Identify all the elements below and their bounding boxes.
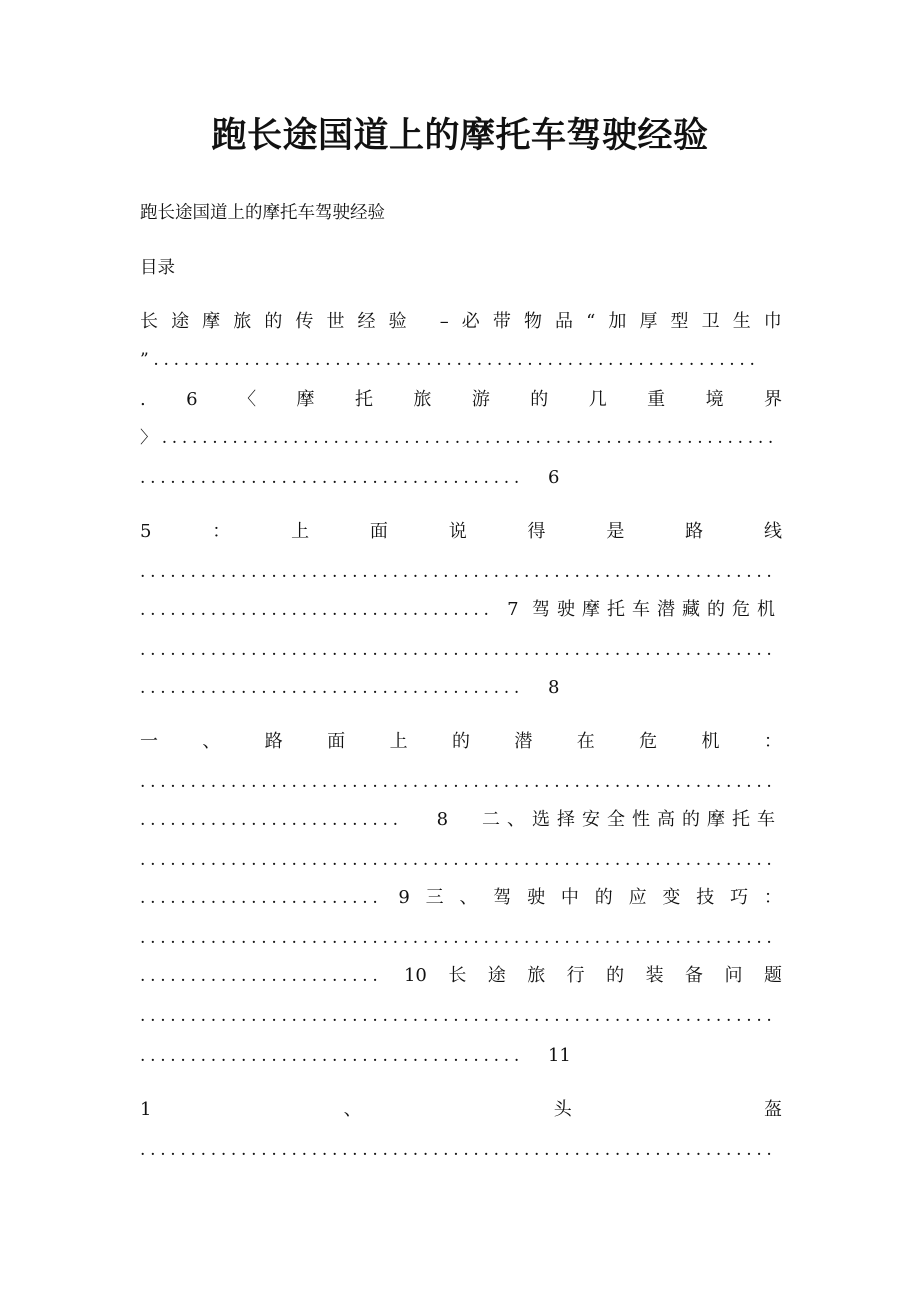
toc-text: 机 (701, 731, 720, 752)
toc-text: 卫 (701, 311, 720, 332)
toc-text: 〈 (238, 389, 257, 410)
toc-text: 长 (140, 311, 158, 332)
toc-text: 1 (140, 1099, 152, 1120)
toc-text: 的 (264, 311, 283, 332)
toc-line: ............................................................... (140, 928, 777, 948)
toc-text: 潜 (514, 731, 533, 752)
toc-text: 验 (388, 311, 407, 332)
toc-text: 盔 (763, 1099, 782, 1120)
toc-line (140, 1094, 782, 1126)
toc-text: “ (586, 311, 596, 332)
toc-line (140, 306, 782, 338)
toc-text: 旅 (527, 965, 546, 986)
toc-line: ............................................................... (140, 562, 777, 582)
toc-text: 的 (530, 389, 549, 410)
toc-text: 途 (171, 311, 190, 332)
toc-line: ............................................................... (140, 640, 777, 660)
toc-text: 、 (202, 731, 221, 752)
toc-text: 危 (639, 731, 658, 752)
toc-line: ............................................................... (140, 1140, 777, 1160)
toc-line: ............................................................... (140, 850, 777, 870)
toc-text: 驾 (493, 887, 512, 908)
toc-text: 驶 (527, 887, 546, 908)
toc-text: 途 (487, 965, 506, 986)
toc-text: 在 (576, 731, 595, 752)
toc-text: ................................... (140, 600, 494, 620)
toc-text: 的 (606, 965, 625, 986)
toc-text: 三 (425, 887, 444, 908)
page-number: 8 (547, 677, 560, 698)
toc-text: 的 (451, 731, 470, 752)
toc-text: 厚 (639, 311, 658, 332)
toc-text: 重 (647, 389, 666, 410)
toc-text: – (439, 311, 449, 332)
toc-text: 巧 (730, 887, 749, 908)
toc-text: 几 (588, 389, 607, 410)
toc-text: 驾驶摩托车潜藏的危机 (532, 599, 782, 620)
toc-text: 说 (448, 521, 467, 542)
toc-text: 装 (645, 965, 664, 986)
toc-text: 生 (732, 311, 751, 332)
toc-text: 长 (448, 965, 467, 986)
toc-text: 托 (354, 389, 373, 410)
toc-line: ............................................................... (140, 772, 777, 792)
toc-text: ： (212, 521, 231, 542)
toc-text: 一 (140, 731, 158, 752)
toc-line: 〉............................................................. (140, 428, 779, 448)
toc-line: ............................................................... (140, 1006, 777, 1026)
toc-heading: 目录 (140, 258, 175, 278)
toc-line (140, 462, 782, 494)
toc-text: 摩 (202, 311, 221, 332)
toc-line (140, 1040, 782, 1072)
toc-text: 物 (523, 311, 542, 332)
toc-text: 摩 (296, 389, 315, 410)
toc-text: 界 (764, 389, 782, 410)
toc-text: 问 (724, 965, 743, 986)
toc-text: 中 (560, 887, 579, 908)
toc-text: ........................ (140, 966, 383, 986)
toc-line (140, 804, 782, 836)
page-number: 10 (403, 965, 427, 986)
page-number: 7 (507, 599, 519, 620)
toc-text: 线 (763, 521, 782, 542)
toc-text: ...................................... (140, 678, 524, 698)
toc-line (140, 516, 782, 548)
toc-text: .......................... (140, 810, 403, 830)
toc-text: 境 (705, 389, 724, 410)
toc-text: ...................................... (140, 1046, 524, 1066)
toc-text: 带 (492, 311, 511, 332)
toc-text: 路 (685, 521, 704, 542)
toc-text: 面 (327, 731, 346, 752)
toc-text: 旅 (413, 389, 432, 410)
toc-text: 、 (459, 887, 478, 908)
toc-line (140, 672, 782, 704)
page-number: 8 (436, 809, 449, 830)
toc-text: 传 (295, 311, 314, 332)
toc-text: 上 (291, 521, 310, 542)
toc-text: 旅 (233, 311, 252, 332)
toc-line (140, 960, 782, 992)
toc-line (140, 384, 782, 416)
toc-text: 应 (628, 887, 647, 908)
toc-line (140, 726, 782, 758)
toc-text: 的 (594, 887, 613, 908)
toc-text: ： (763, 887, 782, 908)
page-number: 6 (547, 467, 560, 488)
toc-text: 游 (471, 389, 490, 410)
toc-text: 品 (555, 311, 574, 332)
toc-text: 上 (389, 731, 408, 752)
toc-text: 5 (140, 521, 152, 542)
toc-text: . (140, 389, 146, 410)
toc-text: 是 (606, 521, 625, 542)
toc-text: ...................................... (140, 468, 524, 488)
toc-text: 变 (662, 887, 681, 908)
toc-line (140, 594, 782, 626)
toc-line: ”............................................................ (140, 350, 760, 370)
toc-text: 题 (763, 965, 782, 986)
toc-text: 6 (186, 389, 198, 410)
toc-text: 世 (326, 311, 345, 332)
toc-text: 头 (553, 1099, 572, 1120)
toc-text: 行 (566, 965, 585, 986)
toc-text: 必 (461, 311, 480, 332)
toc-text: 得 (527, 521, 546, 542)
document-subtitle: 跑长途国道上的摩托车驾驶经验 (140, 203, 385, 223)
toc-text: 巾 (763, 311, 782, 332)
page-number: 9 (398, 887, 410, 908)
toc-text: ........................ (140, 888, 383, 908)
page-number: 11 (547, 1045, 571, 1066)
toc-line (140, 882, 782, 914)
toc-text: ： (763, 731, 782, 752)
toc-text: 经 (357, 311, 376, 332)
document-title: 跑长途国道上的摩托车驾驶经验 (211, 115, 709, 156)
toc-text: 备 (685, 965, 704, 986)
toc-text: 路 (264, 731, 283, 752)
toc-text: 二、选择安全性高的摩托车 (482, 809, 782, 830)
toc-text: 面 (369, 521, 388, 542)
toc-text: 、 (343, 1099, 362, 1120)
toc-text: 加 (608, 311, 627, 332)
toc-text: 技 (696, 887, 715, 908)
toc-text: 型 (670, 311, 689, 332)
